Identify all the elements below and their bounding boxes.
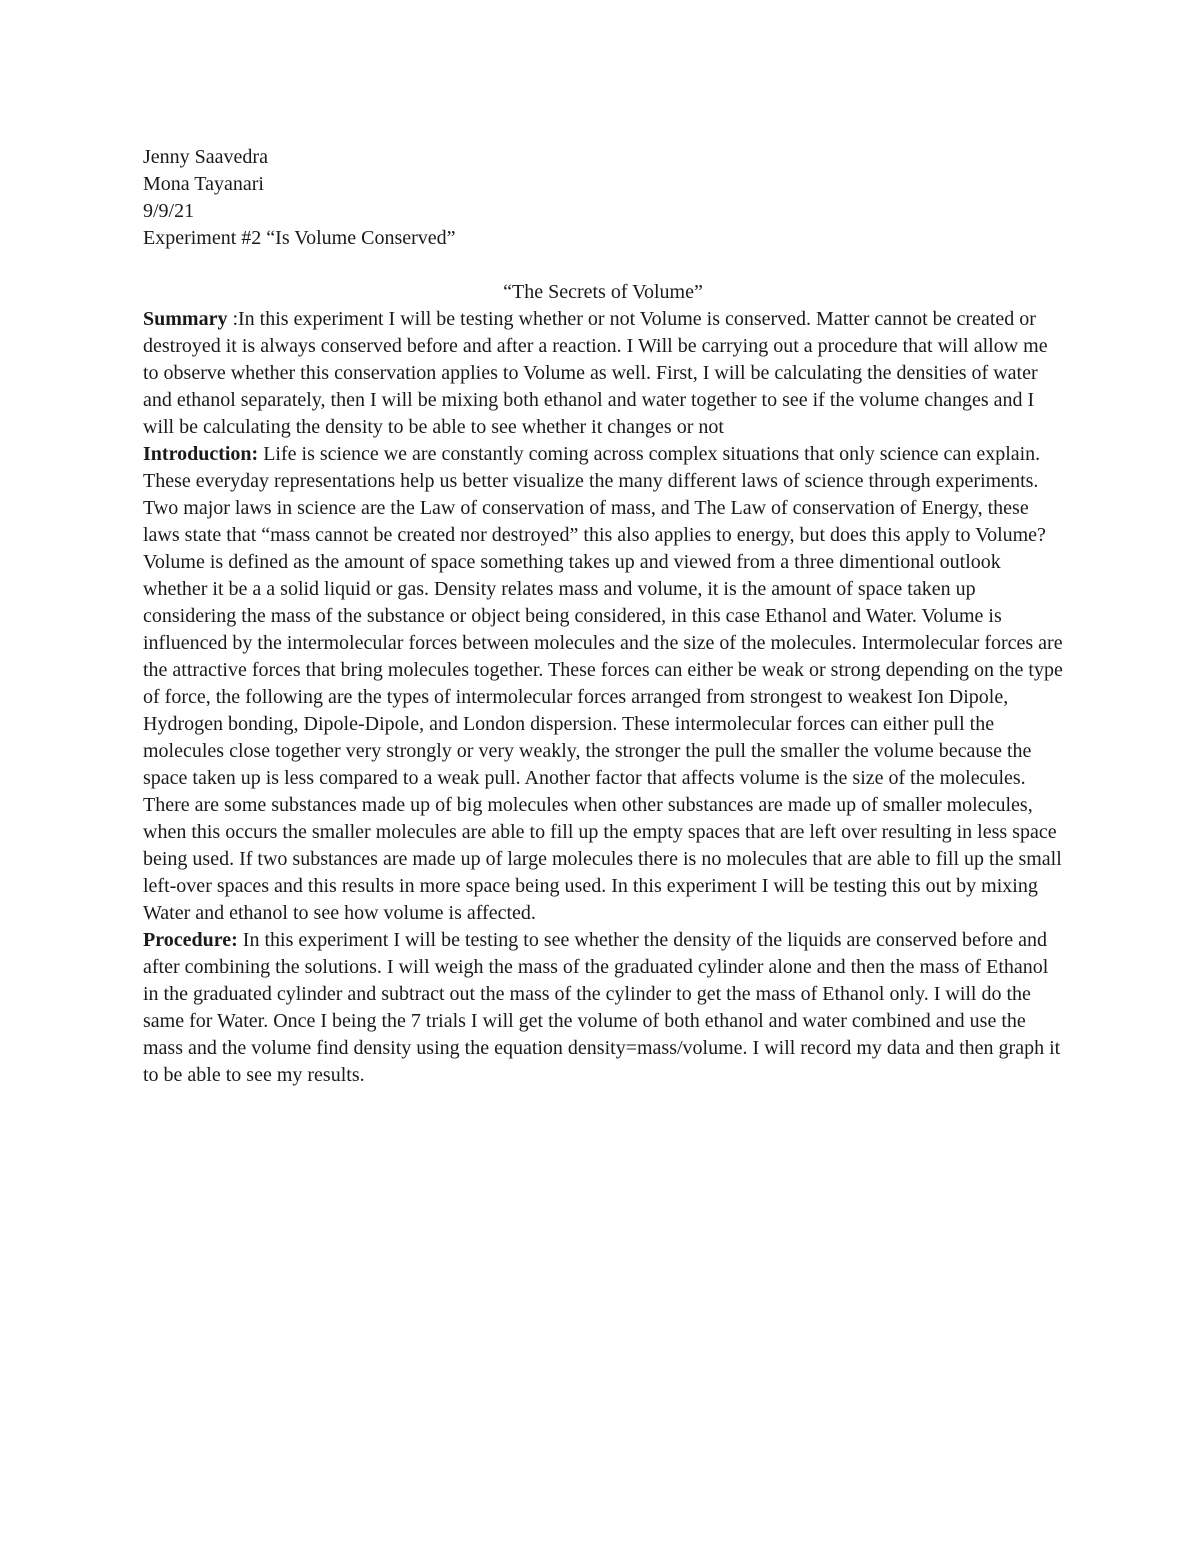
summary-heading: Summary	[143, 308, 228, 330]
procedure-section	[143, 927, 1063, 1089]
introduction-section	[143, 441, 1063, 927]
author-name-1: Jenny Saavedra	[143, 146, 268, 168]
summary-body: :In this experiment I will be testing whether or not Volume is conserved. Matter cannot be created or destroyed it is always conserved before and after a reaction. I Will be carrying out a procedure that will allow me to observe whether this conservation applies to Volume as well. First, I will be calculating the densities of water and ethanol separately, then I will be mixing both ethanol and water together to see if the volume changes and I will be calculating the density to be able to see whether it changes or not	[143, 308, 1048, 438]
procedure-body: In this experiment I will be testing to see whether the density of the liquids are conserved before and after combining the solutions. I will weigh the mass of the graduated cylinder alone and then the mass of Ethanol in the graduated cylinder and subtract out the mass of the cylinder to get the mass of Ethanol only. I will do the same for Water. Once I being the 7 trials I will get the volume of both ethanol and water combined and use the mass and the volume find density using the equation density=mass/volume. I will record my data and then graph it to be able to see my results.	[143, 929, 1061, 1086]
experiment-label: Experiment #2 “Is Volume Conserved”	[143, 227, 456, 249]
document-title: “The Secrets of Volume”	[503, 281, 703, 303]
document-date: 9/9/21	[143, 200, 195, 222]
summary-section	[143, 306, 1063, 441]
introduction-body: Life is science we are constantly coming across complex situations that only science can explain. These everyday representations help us better visualize the many different laws of science through experiments. Two major laws in science are the Law of conservation of mass, and The Law of conservation of Energy, these laws state that “mass cannot be created nor destroyed” this also applies to energy, but does this apply to Volume? Volume is defined as the amount of space something takes up and viewed from a three dimentional outlook whether it be a a solid liquid or gas. Density relates mass and volume, it is the amount of space taken up considering the mass of the substance or object being considered, in this case Ethanol and Water. Volume is influenced by the intermolecular forces between molecules and the size of the molecules. Intermolecular forces are the attractive forces that bring molecules together. These forces can either be weak or strong depending on the type of force, the following are the types of intermolecular forces arranged from strongest to weakest Ion Dipole, Hydrogen bonding, Dipole-Dipole, and London dispersion. These intermolecular forces can either pull the molecules close together very strongly or very weakly, the stronger the pull the smaller the volume because the space taken up is less compared to a weak pull. Another factor that affects volume is the size of the molecules. There are some substances made up of big molecules when other substances are made up of smaller molecules, when this occurs the smaller molecules are able to fill up the empty spaces that are left over resulting in less space being used. If two substances are made up of large molecules there is no molecules that are able to fill up the small left-over spaces and this results in more space being used. In this experiment I will be testing this out by mixing Water and ethanol to see how volume is affected.	[143, 443, 1063, 924]
document-page	[143, 144, 1063, 1089]
author-name-2: Mona Tayanari	[143, 173, 264, 195]
procedure-heading: Procedure:	[143, 929, 238, 951]
introduction-heading: Introduction:	[143, 443, 259, 465]
